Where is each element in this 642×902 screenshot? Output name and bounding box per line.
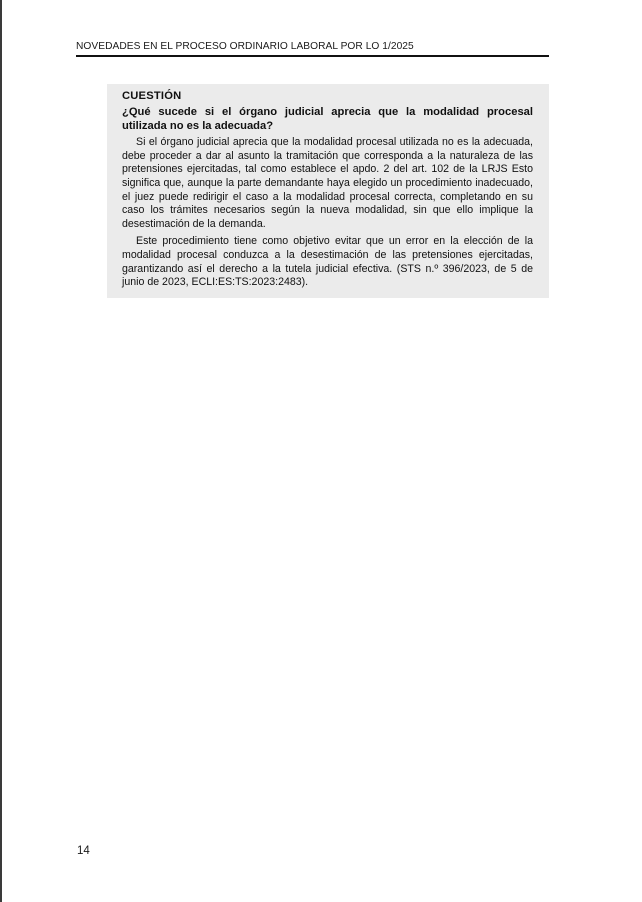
page-edge-line <box>0 0 2 902</box>
running-header: NOVEDADES EN EL PROCESO ORDINARIO LABORAL POR LO 1/2025 <box>76 41 414 52</box>
header-rule <box>76 55 549 57</box>
page-number: 14 <box>77 845 90 857</box>
answer-paragraph-2: Este procedimiento tiene como objetivo evitar que un error en la elección de la modalidad procesal conduzca a la desestimación de las pretensiones ejercitadas, garantizando así el derecho a la tutela judicial efectiva. (STS n.º 396/2023, de 5 de junio de 2023, ECLI:ES:TS:2023:2483). <box>122 235 533 289</box>
callout-question: ¿Qué sucede si el órgano judicial aprecia que la modalidad procesal utilizada no es la adecuada? <box>122 106 533 132</box>
answer-paragraph-1: Si el órgano judicial aprecia que la modalidad procesal utilizada no es la adecuada, debe proceder a dar al asunto la tramitación que corresponda a la naturaleza de las pretensiones ejercitadas, tal como establece el apdo. 2 del art. 102 de la LRJS Esto significa que, aunque la parte demandante haya elegido un procedimiento inadecuado, el juez puede redirigir el caso a la modalidad procesal correcta, completando en su caso los trámites necesarios según la nueva modalidad, sin que ello implique la desestimación de la demanda. <box>122 136 533 230</box>
callout-label: CUESTIÓN <box>122 90 182 102</box>
question-callout-box <box>107 84 549 298</box>
